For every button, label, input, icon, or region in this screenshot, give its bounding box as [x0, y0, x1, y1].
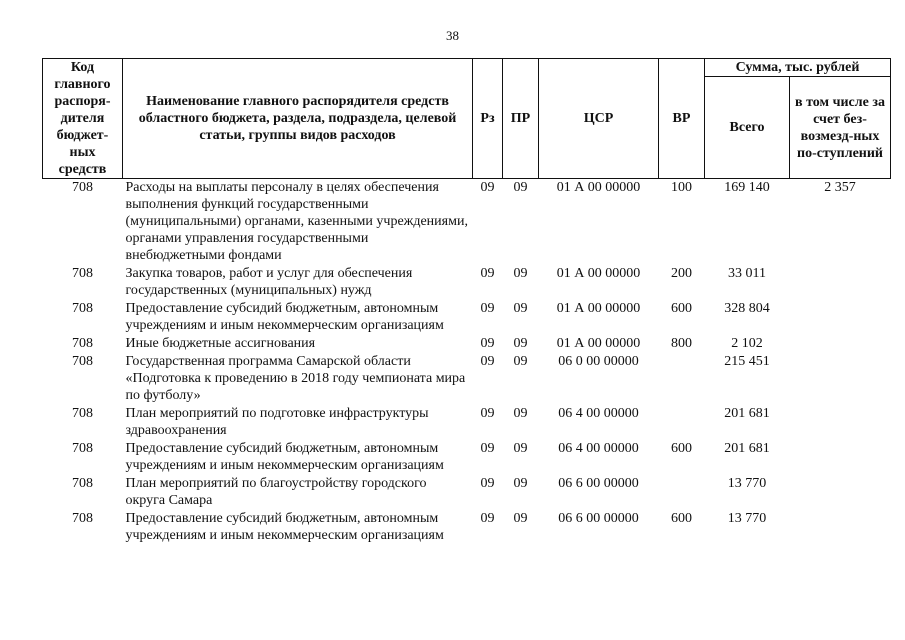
cell-rz: 09 — [480, 301, 495, 316]
cell-pr: 09 — [513, 266, 528, 281]
table-row — [43, 335, 891, 353]
cell-vr: 100 — [671, 180, 692, 195]
cell-rz: 09 — [480, 511, 495, 526]
cell-name: Предоставление субсидий бюджетным, автономным учреждениям и иным некоммерческим организациям — [125, 511, 444, 543]
cell-total: 215 451 — [724, 354, 770, 369]
header-name: Наименование главного распорядителя средств областного бюджета, раздела, подраздела, целевой статьи, группы видов расходов — [123, 59, 473, 179]
cell-extra — [790, 405, 891, 440]
cell-name: Иные бюджетные ассигнования — [125, 336, 316, 351]
cell-csr: 06 6 00 00000 — [558, 511, 639, 526]
table-row — [43, 405, 891, 440]
cell-code: 708 — [72, 511, 93, 526]
cell-pr: 09 — [513, 301, 528, 316]
cell-total: 2 102 — [731, 336, 763, 351]
cell-vr: 600 — [671, 301, 692, 316]
header-pr: ПР — [503, 59, 539, 179]
table-row — [43, 179, 891, 266]
cell-extra — [790, 475, 891, 510]
cell-csr: 06 4 00 00000 — [558, 406, 639, 421]
cell-code: 708 — [72, 266, 93, 281]
cell-extra — [790, 353, 891, 405]
cell-csr: 06 4 00 00000 — [558, 441, 639, 456]
budget-table — [42, 58, 891, 545]
cell-total: 13 770 — [727, 511, 767, 526]
cell-total: 13 770 — [727, 476, 767, 491]
cell-rz: 09 — [480, 406, 495, 421]
table-row — [43, 510, 891, 545]
cell-pr: 09 — [513, 511, 528, 526]
cell-vr — [659, 405, 705, 440]
cell-name: План мероприятий по благоустройству городского округа Самара — [125, 476, 427, 508]
cell-extra — [790, 300, 891, 335]
cell-extra — [790, 510, 891, 545]
header-vr: ВР — [659, 59, 705, 179]
cell-rz: 09 — [480, 441, 495, 456]
cell-extra: 2 357 — [824, 180, 856, 195]
cell-pr: 09 — [513, 476, 528, 491]
header-csr: ЦСР — [539, 59, 659, 179]
table-row — [43, 300, 891, 335]
cell-rz: 09 — [480, 180, 495, 195]
cell-extra — [790, 335, 891, 353]
cell-code: 708 — [72, 301, 93, 316]
cell-rz: 09 — [480, 476, 495, 491]
cell-name: Государственная программа Самарской области «Подготовка к проведению в 2018 году чемпионата мира по футболу» — [125, 354, 466, 403]
cell-csr: 01 А 00 00000 — [556, 336, 641, 351]
cell-name: План мероприятий по подготовке инфраструктуры здравоохранения — [125, 406, 429, 438]
page-number: 38 — [446, 28, 459, 43]
cell-total: 33 011 — [728, 266, 766, 281]
cell-pr: 09 — [513, 354, 528, 369]
table-row — [43, 475, 891, 510]
cell-name: Закупка товаров, работ и услуг для обеспечения государственных (муниципальных) нужд — [125, 266, 413, 298]
cell-vr — [659, 353, 705, 405]
header-code: Код главного распоря-дителя бюджет-ных средств — [43, 59, 123, 179]
cell-code: 708 — [72, 441, 93, 456]
cell-code: 708 — [72, 476, 93, 491]
header-sum-group: Сумма, тыс. рублей — [705, 59, 891, 77]
cell-total: 201 681 — [724, 441, 770, 456]
cell-vr: 600 — [671, 511, 692, 526]
cell-csr: 01 А 00 00000 — [556, 301, 641, 316]
cell-pr: 09 — [513, 441, 528, 456]
cell-csr: 01 А 00 00000 — [556, 266, 641, 281]
cell-vr: 800 — [671, 336, 692, 351]
cell-name: Предоставление субсидий бюджетным, автономным учреждениям и иным некоммерческим организациям — [125, 441, 444, 473]
header-total: Всего — [705, 77, 790, 179]
cell-code: 708 — [72, 406, 93, 421]
cell-csr: 06 0 00 00000 — [558, 354, 639, 369]
cell-name: Предоставление субсидий бюджетным, автономным учреждениям и иным некоммерческим организациям — [125, 301, 444, 333]
cell-code: 708 — [72, 180, 93, 195]
cell-csr: 01 А 00 00000 — [556, 180, 641, 195]
header-rz: Рз — [473, 59, 503, 179]
table-row — [43, 440, 891, 475]
cell-total: 328 804 — [724, 301, 770, 316]
cell-vr: 600 — [671, 441, 692, 456]
cell-vr — [659, 475, 705, 510]
cell-extra — [790, 440, 891, 475]
cell-pr: 09 — [513, 180, 528, 195]
cell-pr: 09 — [513, 406, 528, 421]
cell-vr: 200 — [671, 266, 692, 281]
table-body — [43, 179, 891, 546]
cell-extra — [790, 265, 891, 300]
cell-pr: 09 — [513, 336, 528, 351]
cell-name: Расходы на выплаты персоналу в целях обеспечения выполнения функций государственными (муниципальными) органами, казенными учреждениями, органами управления государственными внебюджетными фондами — [125, 180, 468, 263]
cell-csr: 06 6 00 00000 — [558, 476, 639, 491]
header-extra: в том числе за счет без-возмезд-ных по-ступлений — [790, 77, 891, 179]
cell-rz: 09 — [480, 266, 495, 281]
table-header — [43, 59, 891, 179]
cell-rz: 09 — [480, 354, 495, 369]
cell-rz: 09 — [480, 336, 495, 351]
table-row — [43, 265, 891, 300]
cell-code: 708 — [72, 354, 93, 369]
cell-total: 169 140 — [724, 180, 770, 195]
cell-total: 201 681 — [724, 406, 770, 421]
table-row — [43, 353, 891, 405]
cell-code: 708 — [72, 336, 93, 351]
